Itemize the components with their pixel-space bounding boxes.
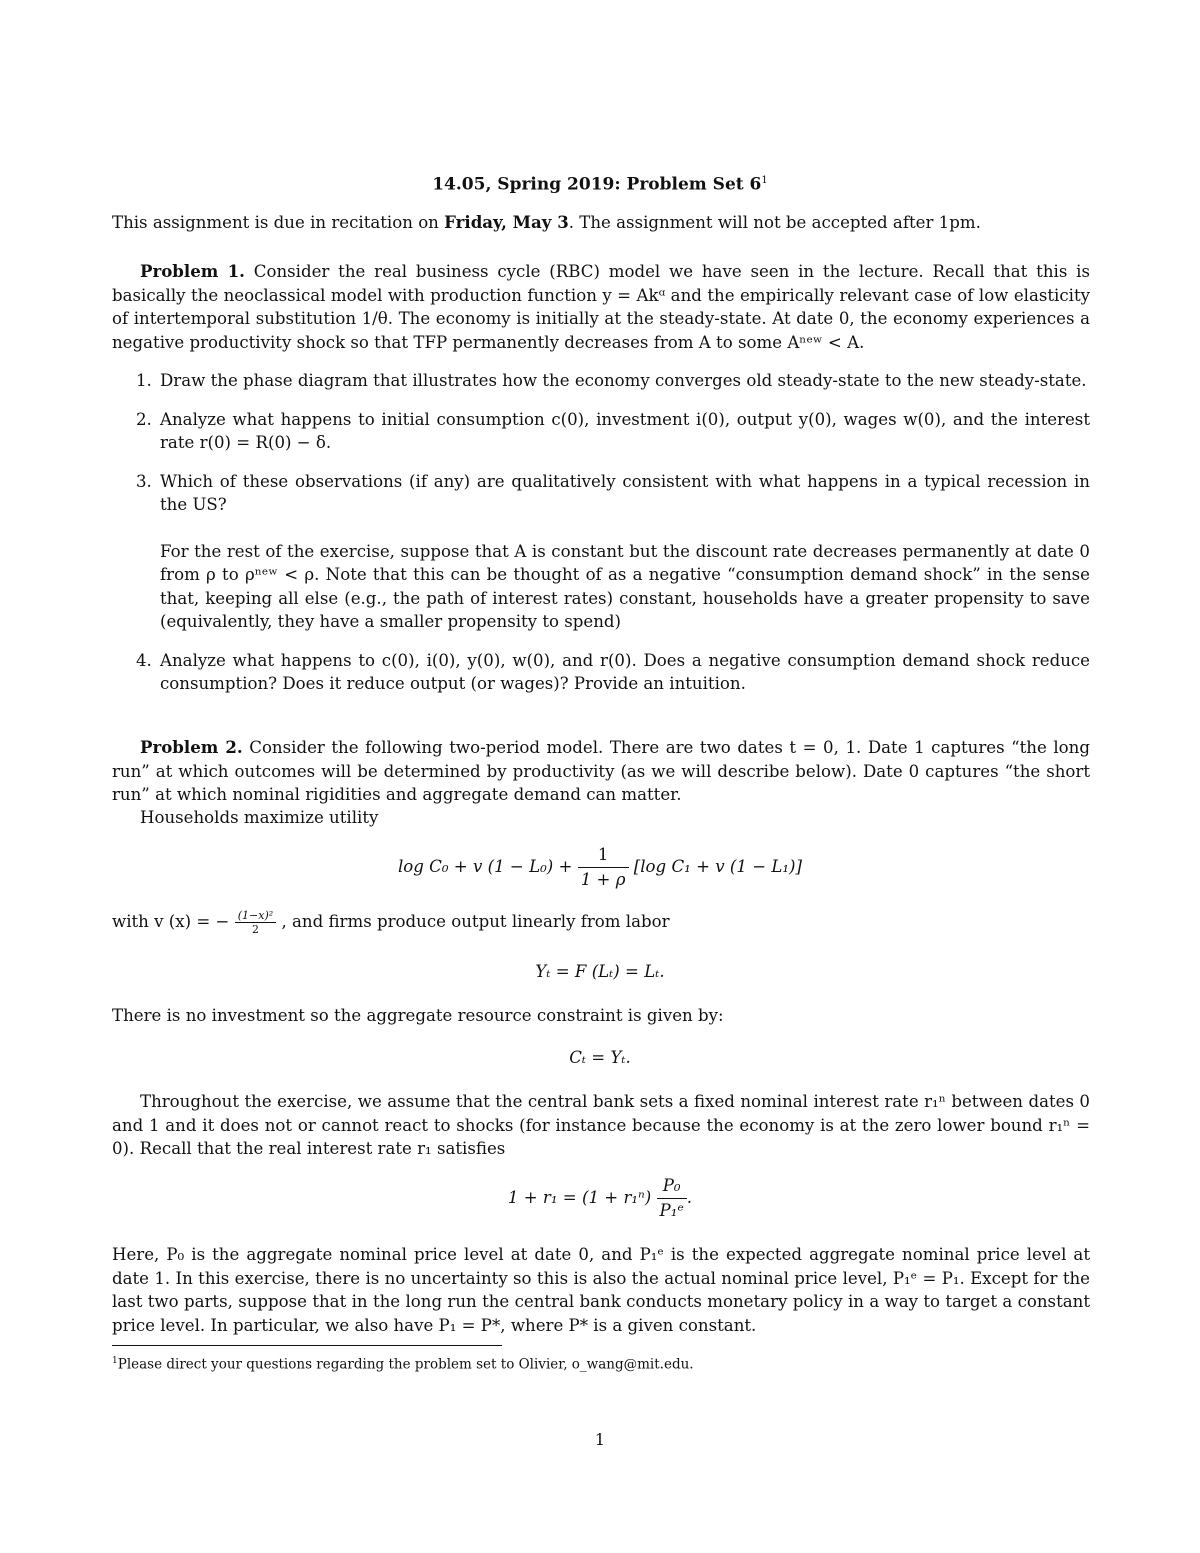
footnote-divider [112,1345,502,1346]
problem1-list [112,369,1090,696]
utility-definition: with v (x) = − $\frac{\text{(1−x)²}}{2}$ , and firms produce output linearly from labor [112,909,670,936]
problem1-paragraph [112,260,1090,354]
households-text: Households maximize utility [140,808,379,827]
real-rate-equation: 1 + r₁ = (1 + r₁ⁿ) $\frac{\text{P₀}}{\text{P₁ᵉ}}$ . [0,1174,1200,1223]
due-date: Friday, May 3 [444,212,569,232]
problem1-note: For the rest of the exercise, suppose that A is constant but the discount rate decreases permanently at date 0 from ρ to ρⁿᵉʷ < ρ. Note that this can be thought of as a negative “consumption demand shock” in the sense that, keeping all else (e.g., the path of interest rates) constant, households have a greater propensity to save (equivalently, they have a smaller propensity to spend) [160,541,1090,631]
problem2-heading: Problem 2. [140,737,243,757]
page-title: 14.05, Spring 2019: Problem Set $6^1$ [432,174,768,195]
footnote-mark: 1 [112,1356,118,1366]
resource-equation: Cₜ = Yₜ. [569,1048,631,1067]
price-ratio-fraction: $\frac{\text{P₀}}{\text{P₁ᵉ}}$ [657,1174,687,1223]
title-footnote-mark: 1 [761,175,768,186]
list-item: 3. Which of these observations (if any) are qualitatively consistent with what happens in a typical recession in the US? [136,471,1090,514]
resource-text: There is no investment so the aggregate resource constraint is given by: [112,1006,724,1025]
throughout-paragraph: Throughout the exercise, we assume that the central bank sets a fixed nominal interest rate r₁ⁿ between dates 0 and 1 and it does not or cannot react to shocks (for instance because the economy is at the zero lower bound r₁ⁿ = 0). Recall that the real interest rate r₁ satisfies [112,1092,1090,1158]
footnote-text: Please direct your questions regarding the problem set to Olivier, o_wang@mit.edu. [117,1356,694,1373]
production-equation: Yₜ = F (Lₜ) = Lₜ. [535,962,665,981]
page-number: 1 [594,1430,606,1449]
problem2-text: Consider the following two-period model. There are two dates t = 0, 1. Date 1 captures “the long run” at which outcomes will be determined by productivity (as we will describe below). Date 0 captures “the short run” at which nominal rigidities and aggregate demand can matter. [112,738,1090,804]
v-fraction: $\frac{\text{(1−x)²}}{2}$ [235,909,276,936]
problem1-text: Consider the real business cycle (RBC) model we have seen in the lecture. Recall that this is basically the neoclassical model with production function y = Akᵅ and the empirically relevant case of low elasticity of intertemporal substitution 1/θ. The economy is initially at the steady-state. At date 0, the economy experiences a negative productivity shock so that TFP permanently decreases from A to some Aⁿᵉʷ < A. [112,262,1090,352]
intro-paragraph: This assignment is due in recitation on Friday, May 3. The assignment will not be accepted after 1pm. [112,212,981,232]
problem2-paragraph [112,736,1090,807]
discount-fraction: $\frac{1}{1 + \rho}$ [578,843,629,892]
utility-equation: log C₀ + v (1 − L₀) + $\frac{1}{1 + \rho}$ [log C₁ + v (1 − L₁)] [0,843,1200,892]
problem1-heading: Problem 1. [140,261,245,281]
list-item: 4. Analyze what happens to c(0), i(0), y(0), w(0), and r(0). Does a negative consumption demand shock reduce consumption? Does it reduce output (or wages)? Provide an intuition. [136,650,1090,693]
list-item: 1. Draw the phase diagram that illustrates how the economy converges old steady-state to the new steady-state. [136,371,1087,390]
list-item: 2. Analyze what happens to initial consumption c(0), investment i(0), output y(0), wages w(0), and the interest rate r(0) = R(0) − δ. [136,409,1090,452]
footnote [112,1352,1090,1374]
here-paragraph: Here, P₀ is the aggregate nominal price level at date 0, and P₁ᵉ is the expected aggregate nominal price level at date 1. In this exercise, there is no uncertainty so this is also the actual nominal price level, P₁ᵉ = P₁. Except for the last two parts, suppose that in the long run the central bank conducts monetary policy in a way to target a constant price level. In particular, we also have P₁ = P*, where P* is a given constant. [112,1245,1090,1335]
